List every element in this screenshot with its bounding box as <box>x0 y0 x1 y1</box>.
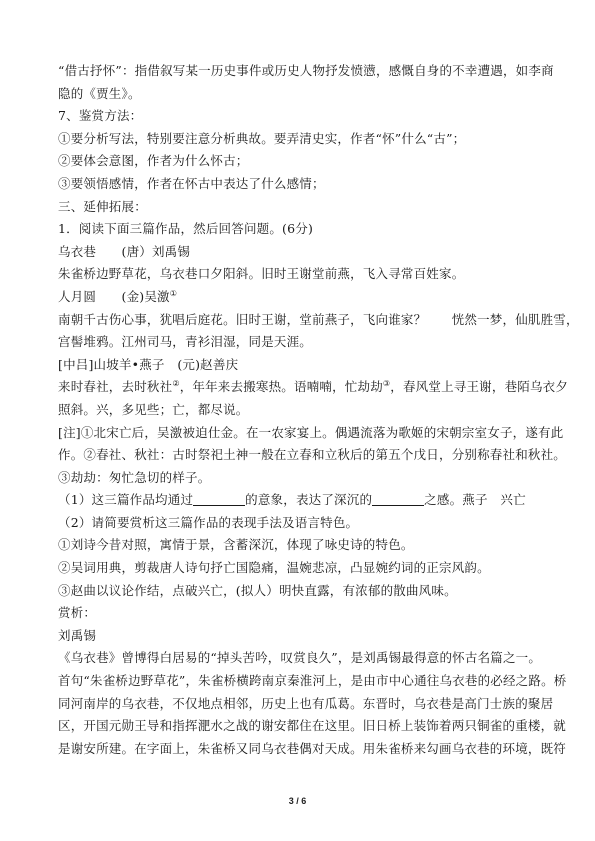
text-line: 区，开国元勋王导和指挥淝水之战的谢安都住在这里。旧日桥上装饰着两只铜雀的重楼，就 <box>58 718 567 734</box>
text-line: 首句“朱雀桥边野草花”，朱雀桥横跨南京秦淮河上，是由市中心通往乌衣巷的必经之路。桥 <box>58 673 567 689</box>
text-line: ②要体会意图，作者为什么怀古； <box>58 153 249 169</box>
author-name: 刘禹锡 <box>58 627 97 643</box>
answer-line: ②吴词用典，剪裁唐人诗句抒亡国隐痛，温婉悲凉，凸显婉约词的正宗风韵。 <box>58 560 490 576</box>
text-line: 《乌衣巷》曾博得白居易的“掉头苦吟，叹赏良久”，是刘禹锡最得意的怀古名篇之一。 <box>58 650 542 666</box>
text-line: “借古抒怀”：指借叙写某一历史事件或历史人物抒发愤懑，感慨自身的不幸遭遇，如李商 <box>58 63 554 78</box>
text-line: 隐的《贾生》。 <box>58 85 141 101</box>
section-heading: 7、鉴赏方法： <box>58 108 143 124</box>
text-line: ①要分析写法，特别要注意分析典故。要弄清史实，作者“怀”什么“古”； <box>58 130 466 146</box>
poem-title: 乌衣巷 (唐）刘禹锡 <box>58 243 191 259</box>
text-line: 是谢安所建。在字面上，朱雀桥又同乌衣巷偶对天成。用朱雀桥来勾画乌衣巷的环境，既符 <box>58 740 567 756</box>
poem-line: 照斜。兴，多见些；亡，都尽说。 <box>58 401 249 417</box>
footnote-mark: ② <box>172 379 180 389</box>
document-body <box>58 60 579 760</box>
note-line: [注]①北宋亡后，吴激被迫仕金。在一农家宴上。偶遇流落为歌姬的宋朝宗室女子，遂有此 <box>58 424 564 440</box>
section-heading: 赏析： <box>58 605 97 621</box>
footnote-mark: ③ <box>382 379 391 389</box>
answer-line: ①刘诗今昔对照，寓情于景，含蓄深沉，体现了咏史诗的特色。 <box>58 537 414 553</box>
poem-line: 宫髻堆鸦。江州司马，青衫泪湿，同是天涯。 <box>58 334 313 350</box>
answer-line: ③赵曲以议论作结，点破兴亡，(拟人）明快直露，有浓郁的散曲风味。 <box>58 582 457 598</box>
poem-title: 人月圆 (金)吴激① <box>58 288 178 304</box>
footnote-mark: ① <box>169 288 178 298</box>
note-line: ③劫劫：匆忙急切的样子。 <box>58 469 211 485</box>
question-fill-blank: （1）这三篇作品均通过 的意象，表达了深沉的 之感。燕子 兴亡 <box>58 492 526 508</box>
note-line: 作。②春社、秋社：古时祭祀土神一般在立春和立秋后的第五个戊日，分别称春社和秋社。 <box>58 447 567 463</box>
question-text: （2）请简要赏析这三篇作品的表现手法及语言特色。 <box>58 514 359 530</box>
answer-blank <box>193 493 245 506</box>
poem-line: 来时春社，去时秋社②，年年来去搬寒热。语喃喃，忙劫劫③，春风堂上寻王谢，巷陌乌衣夕 <box>58 379 569 395</box>
text-line: 同河南岸的乌衣巷，不仅地点相邻，历史上也有瓜葛。东晋时，乌衣巷是高门士族的聚居 <box>58 695 554 711</box>
text-line: ③要领悟感情，作者在怀古中表达了什么感情； <box>58 175 325 191</box>
poem-line: 朱雀桥边野草花，乌衣巷口夕阳斜。旧时王谢堂前燕，飞入寻常百姓家。 <box>58 266 465 282</box>
question-text: 1．阅读下面三篇作品，然后回答问题。(6分) <box>58 221 314 237</box>
poem-line: 南朝千古伤心事，犹唱后庭花。旧时王谢，堂前燕子，飞向谁家？ 恍然一梦，仙肌胜雪， <box>58 311 579 327</box>
answer-blank <box>372 493 424 506</box>
page-number: 3 / 6 <box>288 796 307 806</box>
poem-title: [中吕]山坡羊•燕子 (元)赵善庆 <box>58 356 239 372</box>
section-heading: 三、延伸拓展： <box>58 198 147 214</box>
